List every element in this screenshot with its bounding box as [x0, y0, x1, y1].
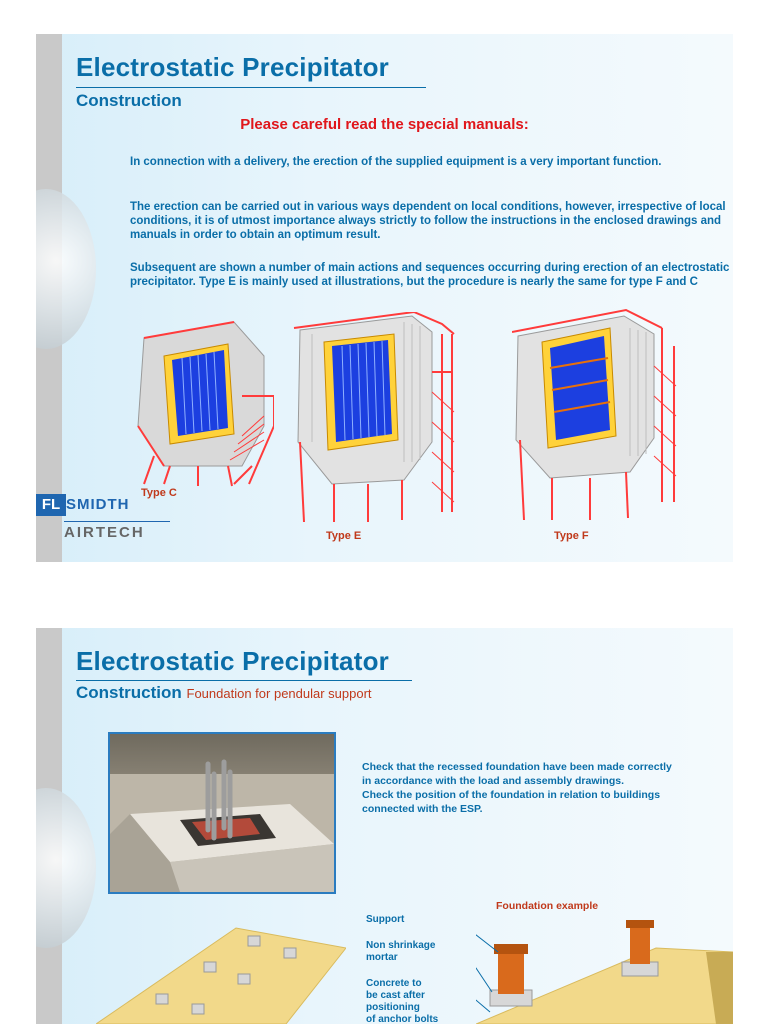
label-concrete-line4: of anchor bolts — [366, 1014, 439, 1024]
subtitle-detail: Foundation for pendular support — [186, 686, 372, 701]
slide-subtitle — [76, 683, 372, 703]
caption-type-c: Type C — [141, 487, 177, 499]
foundation-slab-left — [96, 918, 346, 1024]
slide-title: Electrostatic Precipitator — [76, 52, 389, 82]
check-line: Check that the recessed foundation have been made correctly — [362, 761, 672, 773]
logo-airtech-text: AIRTECH — [64, 524, 145, 541]
foundation-slab-right — [476, 912, 733, 1024]
slide-foundation — [36, 628, 733, 1024]
slide-subtitle: Construction — [76, 91, 182, 110]
paragraph-sequences: Subsequent are shown a number of main actions and sequences occurring during erection of an electrostatic precipitator. Type E is mainly used at illustrations, but the procedure is nearly the same for type F and C — [130, 262, 730, 288]
label-concrete-line3: positioning — [366, 1002, 420, 1013]
foundation-check-text — [362, 760, 722, 816]
title-rule — [76, 87, 426, 88]
label-support: Support — [366, 914, 405, 925]
subtitle-main: Construction — [76, 683, 182, 702]
logo-divider — [64, 521, 170, 522]
check-line: connected with the ESP. — [362, 803, 483, 815]
check-line: in accordance with the load and assembly drawings. — [362, 775, 624, 787]
globe-decoration — [36, 788, 96, 948]
logo-fl-block: FL — [36, 494, 66, 516]
check-line: Check the position of the foundation in relation to buildings — [362, 789, 661, 801]
slide-title: Electrostatic Precipitator — [76, 646, 389, 676]
warning-text: Please careful read the special manuals: — [240, 116, 529, 133]
title-rule — [76, 680, 412, 681]
esp-type-e-illustration — [292, 312, 462, 524]
label-mortar-line2: mortar — [366, 952, 398, 963]
slide-construction-overview — [36, 34, 733, 562]
foundation-photo-graphic — [110, 734, 334, 892]
caption-type-f: Type F — [554, 530, 589, 542]
paragraph-erection: The erection can be carried out in various ways dependent on local conditions, however, irrespective of local conditions, it is of utmost importance always strictly to follow the instructions in the enclosed drawings and manuals in order to obtain an optimum result. — [130, 201, 726, 241]
label-concrete-line2: be cast after — [366, 990, 425, 1001]
caption-type-e: Type E — [326, 530, 362, 542]
foundation-example-caption: Foundation example — [496, 900, 599, 912]
esp-type-c-illustration — [124, 316, 274, 488]
logo-smidth-text: SMIDTH — [66, 496, 130, 513]
esp-type-f-illustration — [512, 306, 682, 522]
label-concrete-line1: Concrete to — [366, 978, 422, 989]
foundation-photo — [108, 732, 336, 894]
globe-decoration — [36, 189, 96, 349]
label-mortar-line1: Non shrinkage — [366, 940, 436, 951]
paragraph-delivery: In connection with a delivery, the erection of the supplied equipment is a very important function. — [130, 156, 662, 168]
